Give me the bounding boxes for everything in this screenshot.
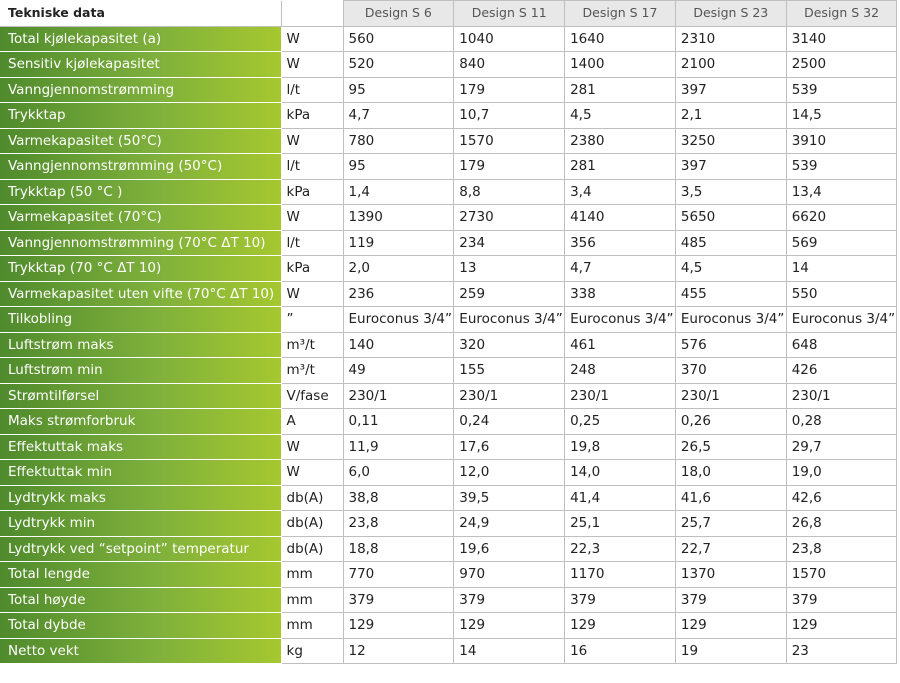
table-cell: 25,7 [675, 511, 786, 537]
table-cell: 569 [786, 230, 897, 256]
table-cell: 12,0 [454, 460, 565, 486]
row-label: Lydtrykk min [0, 511, 281, 537]
table-cell: 140 [343, 332, 454, 358]
row-unit: W [281, 434, 343, 460]
model-header: Design S 6 [343, 1, 454, 27]
table-cell: 22,3 [565, 536, 676, 562]
table-cell: 840 [454, 52, 565, 78]
table-cell: 25,1 [565, 511, 676, 537]
row-label: Vanngjennomstrømming (50°C) [0, 154, 281, 180]
table-row [0, 128, 897, 154]
row-label: Vanngjennomstrømming (70°C ΔT 10) [0, 230, 281, 256]
table-cell: 1570 [786, 562, 897, 588]
table-row [0, 383, 897, 409]
table-row [0, 409, 897, 435]
table-cell: 22,7 [675, 536, 786, 562]
row-unit: l/t [281, 77, 343, 103]
table-row [0, 358, 897, 384]
row-unit: V/fase [281, 383, 343, 409]
row-unit: W [281, 281, 343, 307]
table-cell: 230/1 [786, 383, 897, 409]
row-unit: db(A) [281, 511, 343, 537]
table-cell: 248 [565, 358, 676, 384]
table-cell: 39,5 [454, 485, 565, 511]
table-cell: 2310 [675, 26, 786, 52]
row-label: Vanngjennomstrømming [0, 77, 281, 103]
table-cell: 10,7 [454, 103, 565, 129]
table-cell: 2730 [454, 205, 565, 231]
table-cell: 38,8 [343, 485, 454, 511]
row-unit: mm [281, 562, 343, 588]
row-unit: l/t [281, 230, 343, 256]
table-cell: 24,9 [454, 511, 565, 537]
table-cell: Euroconus 3/4” [343, 307, 454, 333]
row-label: Varmekapasitet (70°C) [0, 205, 281, 231]
table-cell: 129 [675, 613, 786, 639]
table-cell: 2,1 [675, 103, 786, 129]
row-label: Luftstrøm min [0, 358, 281, 384]
table-cell: 29,7 [786, 434, 897, 460]
row-unit: m³/t [281, 332, 343, 358]
table-row [0, 434, 897, 460]
row-unit: db(A) [281, 536, 343, 562]
row-label: Varmekapasitet (50°C) [0, 128, 281, 154]
row-unit: W [281, 205, 343, 231]
table-cell: Euroconus 3/4” [454, 307, 565, 333]
table-cell: 4,7 [343, 103, 454, 129]
table-row [0, 281, 897, 307]
row-label: Maks strømforbruk [0, 409, 281, 435]
table-cell: 23,8 [343, 511, 454, 537]
table-cell: 397 [675, 154, 786, 180]
table-cell: 0,11 [343, 409, 454, 435]
row-unit: kPa [281, 179, 343, 205]
row-label: Effektuttak maks [0, 434, 281, 460]
table-cell: 23,8 [786, 536, 897, 562]
table-cell: 0,26 [675, 409, 786, 435]
row-unit: kPa [281, 103, 343, 129]
table-cell: 455 [675, 281, 786, 307]
table-cell: 461 [565, 332, 676, 358]
table-cell: 539 [786, 77, 897, 103]
table-row [0, 460, 897, 486]
table-row [0, 587, 897, 613]
table-row [0, 613, 897, 639]
table-cell: 370 [675, 358, 786, 384]
table-cell: 6620 [786, 205, 897, 231]
table-cell: 1170 [565, 562, 676, 588]
table-cell: 19,0 [786, 460, 897, 486]
table-row [0, 638, 897, 664]
table-cell: 3,5 [675, 179, 786, 205]
table-row [0, 536, 897, 562]
table-row [0, 485, 897, 511]
table-row [0, 562, 897, 588]
table-cell: 485 [675, 230, 786, 256]
table-cell: 26,8 [786, 511, 897, 537]
table-cell: 129 [343, 613, 454, 639]
table-title: Tekniske data [0, 1, 281, 27]
table-cell: 2,0 [343, 256, 454, 282]
table-cell: 230/1 [454, 383, 565, 409]
row-unit: W [281, 26, 343, 52]
table-cell: 95 [343, 77, 454, 103]
table-cell: 0,24 [454, 409, 565, 435]
table-cell: 41,4 [565, 485, 676, 511]
table-cell: 230/1 [565, 383, 676, 409]
table-cell: 3,4 [565, 179, 676, 205]
row-unit: mm [281, 587, 343, 613]
table-cell: 648 [786, 332, 897, 358]
table-cell: 970 [454, 562, 565, 588]
table-cell: 320 [454, 332, 565, 358]
table-cell: 4,5 [675, 256, 786, 282]
table-cell: 14,5 [786, 103, 897, 129]
table-cell: 13,4 [786, 179, 897, 205]
table-cell: 19 [675, 638, 786, 664]
table-cell: 42,6 [786, 485, 897, 511]
table-cell: 16 [565, 638, 676, 664]
table-cell: 2380 [565, 128, 676, 154]
table-cell: 4140 [565, 205, 676, 231]
table-cell: 2500 [786, 52, 897, 78]
table-row [0, 179, 897, 205]
table-cell: 230/1 [675, 383, 786, 409]
table-row [0, 230, 897, 256]
table-cell: 1,4 [343, 179, 454, 205]
row-label: Lydtrykk maks [0, 485, 281, 511]
table-row [0, 205, 897, 231]
table-cell: 4,7 [565, 256, 676, 282]
table-cell: 4,5 [565, 103, 676, 129]
table-cell: 155 [454, 358, 565, 384]
table-row [0, 511, 897, 537]
table-cell: 0,25 [565, 409, 676, 435]
table-cell: 18,0 [675, 460, 786, 486]
table-header-row [0, 1, 897, 27]
table-cell: 11,9 [343, 434, 454, 460]
table-cell: 3250 [675, 128, 786, 154]
table-cell: 14 [454, 638, 565, 664]
table-cell: 281 [565, 77, 676, 103]
row-label: Strømtilførsel [0, 383, 281, 409]
row-label: Total høyde [0, 587, 281, 613]
table-row [0, 256, 897, 282]
table-cell: 179 [454, 154, 565, 180]
table-cell: 13 [454, 256, 565, 282]
table-cell: Euroconus 3/4” [565, 307, 676, 333]
table-cell: 19,8 [565, 434, 676, 460]
table-cell: 576 [675, 332, 786, 358]
row-label: Total dybde [0, 613, 281, 639]
table-cell: 8,8 [454, 179, 565, 205]
table-cell: 338 [565, 281, 676, 307]
table-row [0, 154, 897, 180]
table-row [0, 103, 897, 129]
row-unit: db(A) [281, 485, 343, 511]
table-cell: 12 [343, 638, 454, 664]
table-cell: 2100 [675, 52, 786, 78]
row-unit: ” [281, 307, 343, 333]
table-cell: 95 [343, 154, 454, 180]
table-cell: 17,6 [454, 434, 565, 460]
table-cell: 41,6 [675, 485, 786, 511]
table-cell: 520 [343, 52, 454, 78]
model-header: Design S 23 [675, 1, 786, 27]
row-label: Total kjølekapasitet (a) [0, 26, 281, 52]
table-cell: 356 [565, 230, 676, 256]
row-label: Trykktap (70 °C ΔT 10) [0, 256, 281, 282]
row-label: Tilkobling [0, 307, 281, 333]
table-cell: 1640 [565, 26, 676, 52]
table-cell: 1370 [675, 562, 786, 588]
table-cell: 281 [565, 154, 676, 180]
table-cell: 236 [343, 281, 454, 307]
table-cell: 6,0 [343, 460, 454, 486]
row-unit: W [281, 52, 343, 78]
table-cell: 1040 [454, 26, 565, 52]
table-cell: 5650 [675, 205, 786, 231]
table-cell: 234 [454, 230, 565, 256]
table-row [0, 332, 897, 358]
table-cell: 560 [343, 26, 454, 52]
row-unit: kPa [281, 256, 343, 282]
table-row [0, 307, 897, 333]
table-cell: 379 [675, 587, 786, 613]
row-unit: W [281, 460, 343, 486]
row-unit: A [281, 409, 343, 435]
row-label: Trykktap (50 °C ) [0, 179, 281, 205]
row-label: Effektuttak min [0, 460, 281, 486]
table-cell: 179 [454, 77, 565, 103]
table-cell: 129 [565, 613, 676, 639]
table-cell: 379 [786, 587, 897, 613]
table-cell: 3910 [786, 128, 897, 154]
row-unit: l/t [281, 154, 343, 180]
table-cell: 379 [454, 587, 565, 613]
table-cell: 26,5 [675, 434, 786, 460]
table-body [0, 26, 897, 664]
table-cell: 23 [786, 638, 897, 664]
model-header: Design S 32 [786, 1, 897, 27]
table-cell: 230/1 [343, 383, 454, 409]
row-unit: mm [281, 613, 343, 639]
table-cell: Euroconus 3/4” [675, 307, 786, 333]
table-cell: 14 [786, 256, 897, 282]
table-cell: 0,28 [786, 409, 897, 435]
table-cell: 119 [343, 230, 454, 256]
unit-column-header [281, 1, 343, 27]
table-row [0, 52, 897, 78]
table-cell: 397 [675, 77, 786, 103]
table-cell: 129 [454, 613, 565, 639]
table-cell: 550 [786, 281, 897, 307]
table-cell: 1400 [565, 52, 676, 78]
row-label: Luftstrøm maks [0, 332, 281, 358]
table-cell: 19,6 [454, 536, 565, 562]
table-cell: 1570 [454, 128, 565, 154]
table-cell: 780 [343, 128, 454, 154]
table-cell: 379 [343, 587, 454, 613]
table-cell: 49 [343, 358, 454, 384]
model-header: Design S 17 [565, 1, 676, 27]
table-cell: 129 [786, 613, 897, 639]
table-row [0, 26, 897, 52]
row-label: Lydtrykk ved “setpoint” temperatur [0, 536, 281, 562]
table-cell: 426 [786, 358, 897, 384]
row-label: Netto vekt [0, 638, 281, 664]
row-unit: m³/t [281, 358, 343, 384]
model-header: Design S 11 [454, 1, 565, 27]
table-cell: 379 [565, 587, 676, 613]
table-cell: Euroconus 3/4” [786, 307, 897, 333]
table-cell: 539 [786, 154, 897, 180]
row-label: Trykktap [0, 103, 281, 129]
row-label: Varmekapasitet uten vifte (70°C ΔT 10) [0, 281, 281, 307]
table-row [0, 77, 897, 103]
table-cell: 3140 [786, 26, 897, 52]
table-cell: 259 [454, 281, 565, 307]
table-cell: 18,8 [343, 536, 454, 562]
row-unit: kg [281, 638, 343, 664]
table-cell: 770 [343, 562, 454, 588]
row-label: Sensitiv kjølekapasitet [0, 52, 281, 78]
table-cell: 1390 [343, 205, 454, 231]
row-unit: W [281, 128, 343, 154]
table-cell: 14,0 [565, 460, 676, 486]
row-label: Total lengde [0, 562, 281, 588]
